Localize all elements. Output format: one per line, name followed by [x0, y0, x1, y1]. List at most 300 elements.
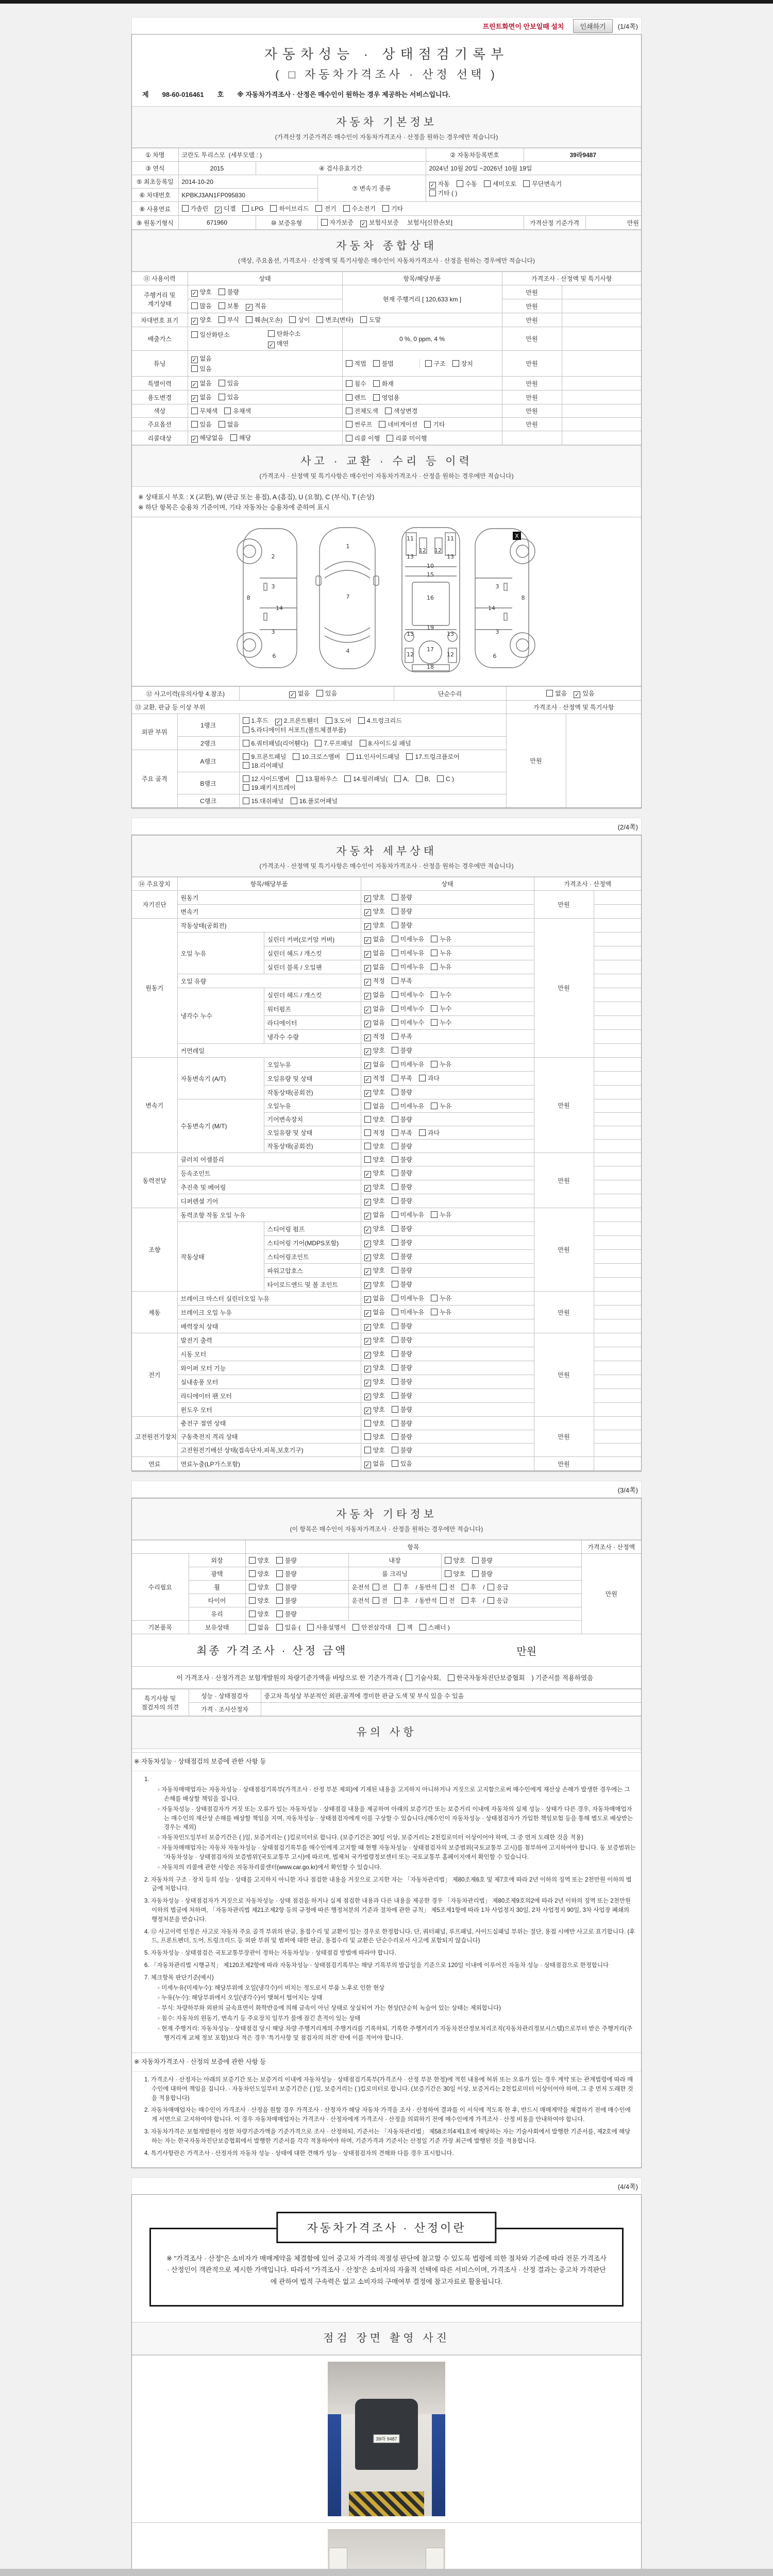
checkbox-icon: [352, 1624, 359, 1631]
checkbox-option: 누유: [431, 1210, 451, 1219]
column-header: 가격조사 · 산정액: [534, 877, 641, 891]
color-change-options: [342, 404, 502, 418]
checkbox-option: 불량: [392, 1349, 412, 1358]
checkbox-icon: [484, 180, 491, 187]
checkbox-icon: [249, 1624, 256, 1631]
exchange-section-label: ⑬ 교환, 판금 등 이상 부위: [132, 701, 506, 714]
diagram-part-number: 12: [447, 651, 454, 658]
rank-label: B랭크: [177, 772, 239, 794]
checkbox-icon: [346, 408, 352, 414]
checkbox-option: A,: [394, 775, 409, 783]
checkbox-icon: [249, 1557, 256, 1564]
price-cell: 만원: [502, 313, 562, 327]
checkbox-icon: [219, 302, 225, 309]
diagram-part-number: 11: [407, 535, 414, 542]
option-text: / 동반석: [415, 1584, 437, 1591]
checkbox-option: 미세누유: [392, 1294, 424, 1302]
note-cell: [562, 313, 641, 327]
state-cell: [361, 1126, 534, 1140]
checkbox-checked-icon: ✓: [246, 304, 251, 311]
notice-item: 1. 가격조사 · 산정자는 아래의 보증기간 또는 보증거리 이내에 자동차성능 · 상태점검기록부(가격조사 · 산정 부분 한정)에 적힌 내용에 허위 또는 오류가 있는 경우 계약 또는 관계법령에 따라 매수인에 대하여 책임을 집니다. · 자동차인도일부터 보증기간은 ( )일, 보증거리는 ( )킬로미터로 합니다. (보증기간은 30일 이상, 보증거리는 2천킬로미터 이상이어야 하며, 그 중 먼저 도래한 것을 적용합니다): [144, 2076, 633, 2102]
note-cell: [594, 891, 641, 905]
mileage-state-options: [188, 285, 342, 299]
rankB-options: [239, 772, 506, 794]
section-note-etc: (이 항목은 매수인이 자동차가격조사 · 산정을 원하는 경우에만 적습니다): [132, 1523, 641, 1540]
checkbox-option: 사용설명서: [307, 1623, 346, 1632]
checkbox-icon: [276, 1584, 283, 1590]
component-group-cell: 오일 누유: [177, 933, 264, 974]
checkbox-option: 침수: [346, 379, 366, 388]
rankA-options: [239, 750, 506, 772]
checkbox-option: 8.사이드실 패널: [360, 739, 411, 748]
item-cell: 등속조인트: [177, 1166, 361, 1180]
price-cell: 만원: [502, 377, 562, 391]
checkbox-option: ✓ 양호: [365, 1267, 385, 1275]
checkbox-option: 많음: [191, 301, 212, 310]
note-cell: [594, 1292, 641, 1306]
warranty-type-cell: [317, 216, 524, 230]
price-basis-note: [132, 1667, 641, 1689]
document-title: 자동차성능 · 상태점검기록부: [264, 46, 509, 62]
state-cell: [361, 946, 534, 960]
checkbox-option: 미세누유: [392, 948, 424, 957]
checkbox-option: 화재: [373, 379, 394, 388]
note-cell: [594, 1430, 641, 1444]
checkbox-option: ✓ 없음: [365, 1295, 385, 1303]
checkbox-option: 후: [394, 1583, 409, 1591]
checkbox-option: 15.대쉬패널: [243, 796, 284, 805]
checkbox-option: 전: [373, 1596, 388, 1605]
checkbox-option: 11.인사이드패널: [347, 752, 399, 761]
glass-extra-cell: [348, 1607, 581, 1621]
checkbox-option: ✓ 자동: [430, 180, 450, 189]
price-cell: 만원: [581, 1554, 641, 1634]
main-option-kind-options: [342, 418, 502, 431]
checkbox-option: 미세누유: [392, 962, 424, 971]
checkbox-icon: [364, 1420, 371, 1427]
checkbox-icon: [392, 1143, 398, 1149]
state-cell: [361, 1306, 534, 1319]
checkbox-option: 전: [440, 1583, 455, 1591]
checkbox-icon: [276, 1624, 283, 1631]
screen-top-edge: [0, 0, 773, 4]
notice-item: 3. 자동차성능 · 상태점검자가 거짓으로 자동차성능 · 상태 점검을 하거나 실제 점검한 내용과 다른 내용을 제공한 경우 「자동차관리법」 제80조제9호의2에 따라 2년 이하의 징역 또는 2천만원 이하의 벌금에 처하며, 「자동차관리법 제21조제2항 등의 규정에 따른 행정처분의 기준과 절차에 관한 규칙」 제5조제1항에 따라 1차 사업정지 30일, 2차 사업정지 90일, 3차 사업장 폐쇄의 행정처분을 받습니다.: [144, 1898, 631, 1923]
checkbox-checked-icon: ✓: [365, 1091, 370, 1097]
checkbox-option: 불량: [392, 1377, 412, 1386]
checkbox-icon: [392, 1253, 398, 1260]
checkbox-option: 과다: [419, 1128, 440, 1137]
checkbox-icon: [392, 1392, 398, 1399]
checkbox-icon: [270, 205, 277, 212]
checkbox-option: 불량: [392, 1335, 412, 1344]
checkbox-option: 있음 (: [276, 1623, 301, 1632]
engine-type: 671960: [178, 216, 256, 230]
main-option-options: [188, 418, 342, 431]
appraiser-opinion: [261, 1703, 641, 1716]
price-cell: 만원: [502, 391, 562, 404]
state-cell: [361, 1113, 534, 1126]
accident-history-table: [132, 686, 641, 808]
checkbox-icon: [457, 180, 463, 187]
checkbox-option: 양호: [364, 1419, 385, 1428]
diagram-part-number: 10: [427, 563, 434, 569]
checkbox-option: 부족: [392, 1074, 412, 1082]
checkbox-option: 부족: [392, 976, 412, 985]
glass-options: [245, 1607, 348, 1621]
accident-history-label: ⑫ 사고이력(유의사항 4.참조): [132, 687, 239, 701]
state-cell: [361, 1086, 534, 1099]
checkbox-icon: [346, 380, 352, 387]
checkbox-icon: [392, 1447, 398, 1453]
current-mileage: 현재 주행거리 [ 120,633 km ]: [342, 285, 502, 313]
checkbox-icon: [289, 316, 296, 323]
checkbox-option: 부식: [219, 315, 239, 324]
page-marker-4: (4/4쪽): [617, 2182, 638, 2191]
device-group-cell: 동력전달: [132, 1153, 177, 1208]
warranty-options: [321, 219, 406, 226]
polish-options: [245, 1567, 348, 1581]
diagram-part-number: 18: [427, 664, 434, 670]
price-cell: 만원: [502, 327, 562, 351]
component-group-cell: 작동상태: [177, 1222, 264, 1292]
checkbox-option: 양호: [249, 1609, 270, 1618]
item-cell: 오일누유: [264, 1099, 361, 1113]
final-price-unit: 만원: [516, 1646, 537, 1657]
checkbox-icon: [385, 408, 392, 414]
row-label: 외장: [189, 1554, 245, 1567]
checkbox-option: ✓ 해당없음: [192, 434, 224, 443]
checkbox-option: 과다: [419, 1074, 440, 1082]
checkbox-option: ✓ 양호: [192, 316, 212, 325]
document-number-line: [137, 82, 636, 101]
state-cell: [361, 1264, 534, 1278]
checkbox-checked-icon: ✓: [365, 1311, 370, 1317]
item-cell: 윈도우 모터: [177, 1403, 361, 1417]
price-cell: 만원: [534, 1457, 594, 1471]
checkbox-option: 10.크로스멤버: [293, 752, 340, 761]
checkbox-option: 수동: [457, 179, 477, 188]
checkbox-checked-icon: ✓: [365, 1185, 370, 1192]
checkbox-checked-icon: ✓: [365, 1255, 370, 1261]
checkbox-option: 없음: [546, 689, 567, 698]
print-button[interactable]: 인쇄하기: [573, 19, 612, 33]
checkbox-option: 응급: [488, 1583, 508, 1591]
note-cell: [562, 391, 641, 404]
checkbox-option: 해당: [230, 433, 251, 442]
price-cell: 만원: [534, 1417, 594, 1457]
item-cell: 스티어링 기어(MDPS포함): [264, 1236, 361, 1250]
checkbox-checked-icon: ✓: [365, 938, 370, 944]
state-cell: [361, 1417, 534, 1430]
checkbox-icon: [249, 1597, 256, 1604]
checkbox-option: ✓ 없음: [192, 355, 212, 363]
note-cell: [594, 1044, 641, 1058]
note-cell: [594, 1126, 641, 1140]
accident-history-options: [239, 687, 394, 701]
checkbox-icon: [392, 1103, 398, 1109]
item-cell: 타이로드엔드 및 볼 조인트: [264, 1278, 361, 1292]
note-cell: [594, 1333, 641, 1347]
state-cell: [361, 1319, 534, 1333]
checkbox-icon: [364, 1143, 371, 1149]
field-label: ⑩ 보증유형: [256, 216, 317, 230]
checkbox-checked-icon: ✓: [365, 1394, 370, 1400]
item-cell: 시동 모터: [177, 1347, 361, 1361]
column-header-spacer: [132, 1540, 245, 1554]
checkbox-option: 안전삼각대: [352, 1623, 391, 1632]
checkbox-option: 17.트렁크플로어: [406, 752, 459, 761]
row-label: 휠: [189, 1581, 245, 1594]
checkbox-checked-icon: ✓: [365, 1227, 370, 1233]
checkbox-option: 불량: [392, 1046, 412, 1055]
checkbox-option: 누수: [431, 990, 451, 999]
checkbox-option: 후: [462, 1583, 477, 1591]
checkbox-option: 불량: [276, 1583, 297, 1591]
checkbox-icon: [182, 205, 189, 212]
checkbox-icon: [249, 1611, 256, 1617]
doc-no-prefix: 제: [142, 91, 149, 98]
notice-item: 2. 자동차매매업자는 매수인이 가격조사 · 산정을 원할 경우 가격조사 · 산정자가 해당 자동차 가격을 조사 · 산정하여 결과를 이 서식에 적도록 한 후, 반드시 매매계약을 체결하기 전에 매수인에게 서면으로 고지하여야 합니다. 이 경우 자동차매매업자는 가격조사 · 산정자에게 가격조사 · 산정을 의뢰하기 전에 매수인에게 가격조사 · 산정 비용을 안내하여야 합니다.: [144, 2107, 631, 2123]
price-cell: 만원: [534, 1208, 594, 1292]
checkbox-option: 전: [373, 1583, 388, 1591]
checkbox-icon: [431, 963, 438, 970]
checkbox-checked-icon: ✓: [365, 952, 370, 958]
checkbox-icon: [249, 1584, 256, 1590]
sheet-page-4: [131, 2194, 642, 2576]
checkbox-icon: [416, 775, 423, 782]
note-cell: [594, 1375, 641, 1389]
notice-item: 4. 특기사항란은 가격조사 · 산정자의 자동차 성능 · 상태에 대한 견해가 성능 · 상태점검자의 견해와 다를 경우 표시합니다.: [144, 2150, 454, 2157]
checkbox-checked-icon: ✓: [192, 396, 197, 402]
page-marker-3: (3/4쪽): [617, 1486, 638, 1494]
checkbox-icon: [364, 1103, 371, 1109]
checkbox-option: 리콜 이행: [346, 434, 380, 443]
checkbox-option: 미세누유: [392, 1060, 424, 1069]
checkbox-icon: [293, 753, 299, 760]
tuning-kind-options: [419, 359, 499, 368]
checkbox-icon: [276, 1611, 283, 1617]
item-cell: 워터펌프: [264, 1002, 361, 1016]
item-cell: 동력조향 작동 오일 누유: [177, 1208, 361, 1222]
panel-group-label: 외판 부위: [132, 714, 177, 750]
state-cell: [361, 1194, 534, 1208]
checkbox-icon: [392, 1061, 398, 1067]
item-cell: 라디에이터 팬 모터: [177, 1389, 361, 1403]
note-cell: [594, 1361, 641, 1375]
checkbox-icon: [398, 1624, 405, 1631]
rank2-options: [239, 737, 506, 750]
tire-position-options: [348, 1594, 581, 1607]
notice-item: 4. ⑫ 사고이력 인정은 사고로 자동차 주요 골격 부위의 판금, 용접수리 및 교환이 있는 경우로 한정합니다. 단, 쿼터패널, 루프패널, 사이드실패널 부위는 절단, 용접 시에만 사고로 표기합니다. (후드, 프론트펜더, 도어, 트렁크리드 등 외판 부위 및 범퍼에 대한 판금, 용접수리 및 교환은 단순수리로서 사고에 포함되지 않습니다): [144, 1928, 635, 1944]
field-label: ⑦ 변속기 종류: [317, 175, 426, 202]
checkbox-option: ✓ 없음: [290, 690, 310, 698]
checkbox-option: 미세누유: [392, 1210, 424, 1219]
checkbox-option: ✓ 양호: [365, 1281, 385, 1289]
checkbox-option: 불법: [373, 359, 394, 368]
checkbox-option: 불량: [392, 921, 412, 929]
state-cell: [361, 1333, 534, 1347]
code-note-1: ※ 상태표시 부호 : X (교환), W (판금 또는 용접), A (흠집), U (요철), C (부식), T (손상): [138, 494, 375, 501]
checkbox-checked-icon: ✓: [365, 1283, 370, 1289]
print-toolbar: [131, 17, 642, 34]
checkbox-icon: [431, 1211, 438, 1218]
item-cell: 발전기 출력: [177, 1333, 361, 1347]
checkbox-icon: [392, 1211, 398, 1218]
item-cell: 변속기: [177, 905, 361, 919]
checkbox-icon: [373, 380, 380, 387]
wheel-options: [245, 1581, 348, 1594]
price-cell: [502, 431, 562, 445]
checkbox-option: ✓ 양호: [365, 1350, 385, 1359]
checkbox-icon: [392, 991, 398, 998]
checkbox-icon: [347, 753, 354, 760]
device-group-cell: 연료: [132, 1457, 177, 1471]
checkbox-icon: [448, 1674, 455, 1681]
checkbox-icon: [392, 1295, 398, 1301]
option-text: 운전석: [351, 1597, 370, 1604]
checkbox-icon: [346, 394, 352, 401]
checkbox-icon: [392, 1350, 398, 1357]
section-note-basic: (가격산정 기준가격은 매수인이 자동차가격조사 · 산정을 원하는 경우에만 적습니다): [132, 131, 641, 148]
field-label: ⑧ 사용연료: [132, 202, 178, 216]
checkbox-option: ✓ 없음: [365, 936, 385, 944]
checkbox-option: ✓ 양호: [365, 1047, 385, 1055]
checkbox-option: ✓ 없음: [365, 963, 385, 972]
basic-items-label: 기본품목: [132, 1621, 189, 1634]
item-cell: 브레이크 오일 누유: [177, 1306, 361, 1319]
checkbox-icon: [546, 690, 553, 697]
overall-condition-table: [132, 272, 641, 445]
checkbox-option: 있음: [219, 379, 239, 387]
diagram-part-number: 17: [427, 646, 434, 653]
checkbox-icon: [373, 1584, 379, 1590]
note-cell: [594, 1250, 641, 1264]
checkbox-option: ✓ 양호: [365, 1170, 385, 1178]
note-cell: [594, 1194, 641, 1208]
diagram-part-number: 19: [427, 624, 434, 631]
checkbox-option: ✓ 양호: [365, 1089, 385, 1097]
state-cell: [361, 1044, 534, 1058]
checkbox-option: 기타: [382, 204, 403, 213]
detail-table-body: [132, 891, 641, 1471]
note-cell: [594, 1140, 641, 1153]
checkbox-option: ✓ 적정: [365, 1075, 385, 1083]
checkbox-icon: [392, 963, 398, 970]
state-cell: [361, 1361, 534, 1375]
row-label: 광택: [189, 1567, 245, 1581]
checkbox-option: 상이: [289, 315, 310, 324]
note-cell: [594, 1072, 641, 1086]
checkbox-icon: [392, 936, 398, 942]
checkbox-option: 불량: [392, 893, 412, 902]
checkbox-option: 불량: [276, 1609, 297, 1618]
checkbox-option: 누수: [431, 1018, 451, 1027]
checkbox-icon: [392, 1378, 398, 1385]
checkbox-option: 있음: [191, 420, 212, 429]
diagram-part-number: 8: [521, 595, 525, 601]
checkbox-icon: [346, 421, 352, 428]
notice-group-2: [132, 2053, 641, 2168]
checkbox-icon: [246, 316, 253, 323]
checkbox-option: 부족: [392, 1032, 412, 1041]
item-cell: 스티어링 펌프: [264, 1222, 361, 1236]
checkbox-icon: [440, 1584, 447, 1590]
checkbox-icon: [249, 1570, 256, 1577]
column-header: 항목/해당부품: [342, 272, 502, 285]
checkbox-checked-icon: ✓: [575, 692, 580, 698]
checkbox-option: 잭: [398, 1623, 413, 1632]
checkbox-checked-icon: ✓: [365, 1199, 370, 1206]
checkbox-option: 없음: [364, 1101, 385, 1110]
diagram-part-number: 13: [447, 553, 454, 560]
checkbox-checked-icon: ✓: [365, 1408, 370, 1414]
checkbox-icon: [392, 1460, 398, 1467]
note-cell: [562, 351, 641, 377]
pricing-info-box: [149, 2222, 624, 2306]
note-cell: [594, 905, 641, 919]
checkbox-checked-icon: ✓: [365, 1462, 370, 1468]
state-cell: [361, 1099, 534, 1113]
note-cell: [594, 1417, 641, 1430]
state-cell: [361, 1058, 534, 1072]
checkbox-icon: [379, 421, 385, 428]
checkbox-option: ✓ 없음: [365, 1460, 385, 1468]
checkbox-option: 1.후드: [243, 716, 268, 725]
usage-change-kind-options: [342, 391, 502, 404]
checkbox-option: 불량: [392, 1405, 412, 1414]
column-header: ⑭ 주요장치: [132, 877, 177, 891]
note-cell: [562, 285, 641, 299]
checkbox-option: ✓ 양호: [365, 922, 385, 930]
checkbox-option: ✓ 디젤: [216, 205, 236, 213]
diagram-part-number: 3: [271, 629, 275, 635]
checkbox-option: 양호: [364, 1115, 385, 1124]
checkbox-option: 부족: [392, 1128, 412, 1137]
section-note-photos: [132, 2347, 641, 2355]
checkbox-icon: [431, 1309, 438, 1315]
checkbox-icon: [321, 219, 328, 226]
checkbox-option: ✓ 없음: [192, 394, 212, 402]
pricing-info-body: ※ "가격조사 · 산정"은 소비자가 매매계약을 체결함에 있어 중고차 가격의 적절성 판단에 참고할 수 있도록 법령에 의한 절차와 기준에 따라 전문 가격조사 · 산정인이 객관적으로 제시한 가액입니다. 따라서 "가격조사 · 산정"은 소비자의 자율적 선택에 따른 서비스이며, 가격조사 · 산정 결과는 중고차 가격판단에 관하여 법적 구속력은 없고 소비자의 구매여부 결정에 참고자료로 활용됩니다.: [166, 2255, 607, 2285]
checkbox-option: 7.루프패널: [315, 739, 352, 748]
diagram-part-number: 12: [434, 547, 442, 554]
checkbox-icon: [219, 394, 225, 400]
item-cell: 브레이크 마스터 실린더오일 누유: [177, 1292, 361, 1306]
state-cell: [361, 1444, 534, 1457]
checkbox-icon: [431, 1295, 438, 1301]
item-cell: 실내송풍 모터: [177, 1375, 361, 1389]
checkbox-option: 불량: [276, 1569, 297, 1578]
checkbox-icon: [243, 753, 249, 760]
note-cell: [594, 1278, 641, 1292]
item-cell: 디퍼렌셜 기어: [177, 1194, 361, 1208]
model-year: 2015: [178, 162, 256, 175]
note-cell: [594, 1208, 641, 1222]
price-cell: 만원: [502, 404, 562, 418]
checkbox-icon: [191, 408, 198, 414]
checkbox-icon: [488, 1584, 494, 1590]
checkbox-icon: [431, 1005, 438, 1012]
checkbox-option: 불량: [392, 1252, 412, 1261]
checkbox-icon: [462, 1597, 468, 1604]
state-cell: [361, 1457, 534, 1471]
notice-item: ◦ 누유(누수): 해당부위에서 오일(냉각수)이 맺혀서 떨어지는 상태: [158, 1994, 636, 2003]
vin-number: KPBKJ3AN1FP095830: [178, 189, 317, 202]
checkbox-icon: [316, 316, 323, 323]
checkbox-icon: [437, 775, 444, 782]
item-cell: 실린더 헤드 / 개스킷: [264, 946, 361, 960]
checkbox-option: 누유: [431, 1101, 451, 1110]
